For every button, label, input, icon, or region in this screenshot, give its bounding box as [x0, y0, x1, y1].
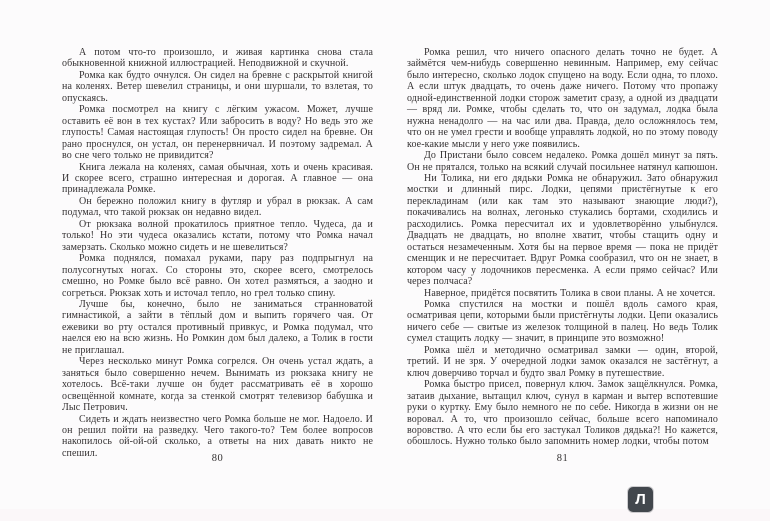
paragraph: Через несколько минут Ромка согрелся. Он очень устал ждать, а заняться было совершенно нечем. Вынимать из рюкзака книгу не хотелось. Всё-таки лучше он будет рассматривать её в хорошо освещённой комнате, когда за стенкой смотрят телевизор бабушка и Лыс Петрович. [62, 356, 373, 414]
paragraph: Ромка как будто очнулся. Он сидел на бревне с раскрытой книгой на коленях. Ветер шевелил страницы, и они шуршали, то взлетая, то опускаясь. [62, 69, 373, 104]
paragraph: А потом что-то произошло, и живая картинка снова стала обыкновенной книжной иллюстрацией. Неподвижной и скучной. [62, 47, 373, 70]
labirint-letter-icon: Л [635, 491, 646, 508]
paragraph: Сидеть и ждать неизвестно чего Ромка больше не мог. Надоело. И он решил пойти на разведку. Чего такого-то? Тем более вопросов накопилось ой-ой-ой сколько, а ответы на них давать никто не спешил. [62, 413, 373, 459]
paragraph: Наверное, придётся посвятить Толика в свои планы. А не хочется. [424, 287, 716, 299]
paragraph: Лучше бы, конечно, было не заниматься странноватой гимнастикой, а зайти в тёплый дом и выпить горячего чая. От ежевики во рту остался противный привкус, и Ромка подумал, что наелся ею на всю жизнь. Но Ромкин дом был далеко, а Толик в гости не приглашал. [62, 298, 373, 356]
paragraph: Ромка шёл и методично осматривал замки — один, второй, третий. И не зря. У очередной лодки замок оказался не застёгнут, а ключ доверчиво торчал и будто звал Ромку в путешествие. [407, 344, 718, 379]
paragraph: От рюкзака волной прокатилось приятное тепло. Чудеса, да и только! Но эти чудеса оказались кстати, потому что Ромка начал замерзать. Сколько можно сидеть и не шевелиться? [62, 218, 373, 253]
paragraph: Ромка поднялся, помахал руками, пару раз подпрыгнул на полусогнутых ногах. Со стороны это, скорее всего, смотрелось смешно, но Ромке было всё равно. Он хотел размяться, а заодно и согреться. Рюкзак хоть и источал тепло, но грел только спину. [62, 253, 373, 299]
paragraph: До Пристани было совсем недалеко. Ромка дошёл минут за пять. Он не прятался, только на всякий случай посильнее натянул капюшон. [407, 150, 718, 173]
paragraph: Ни Толика, ни его дядьки Ромка не обнаружил. Зато обнаружил мостки и длинный пирс. Лодки, цепями пристёгнутые к его перекладинам (или как там это называют знающие люди?), покачивались на волнах, легонько стукались бортами, сходились и расходились. Ромка пересчитал их и удовлетворённо улыбнулся. Двадцать не двадцать, но вполне хватит, чтобы стащить одну и остаться незамеченным. Хотя бы на первое время — пока не придёт сменщик и не пересчитает. Вдруг Ромка сообразил, что он не знает, в котором часу у лодочников пересменка. А если прямо сейчас? Или через полчаса? [407, 172, 718, 288]
paragraph: Ромка спустился на мостки и пошёл вдоль самого края, осматривая цепи, которыми были пристёгнуты лодки. Цепи оказались ничего себе — свитые из железок толщиной в палец. Но ведь Толик сумел стащить лодку — значит, в принципе это возможно! [407, 298, 718, 345]
paragraph: Ромка решил, что ничего опасного делать точно не будет. А займётся чем-нибудь совершенно невинным. Например, ему сейчас было интересно, сколько лодок спущено на воду. Если одна, то плохо. А если штук двадцать, то очень даже ничего. Потому что пропажу одной-единственной лодки сторож заметит сразу, а одной из двадцати — вряд ли. Ромке, чтобы сделать то, что он задумал, лодка была нужна ненадолго — на час или два. Правда, дело осложнялось тем, что он не умел грести и вообще управлять лодкой, но по этому поводу кое-какие мысли у него уже появились. [407, 47, 718, 150]
paragraph: Ромка посмотрел на книгу с лёгким ужасом. Может, лучше оставить её вон в тех кустах? Или забросить в воду? Но ведь это же глупость! Самая настоящая глупость! Он просто сидел на бревне. Он рано проснулся, он устал, он перенервничал. И поэтому задремал. А во сне чего только не привидится? [62, 104, 373, 162]
labirint-watermark-badge [628, 487, 653, 512]
page-edge-shading [0, 509, 770, 521]
right-page-number: 81 [556, 453, 569, 464]
paragraph: Он бережно положил книгу в футляр и убрал в рюкзак. А сам подумал, что такой рюкзак он недавно видел. [62, 195, 373, 219]
left-page-number: 80 [211, 453, 224, 464]
left-page-text [62, 47, 373, 459]
paragraph: Ромка быстро присел, повернул ключ. Замок защёлкнулся. Ромка, затаив дыхание, вытащил ключ, сунул в карман и вытер вспотевшие руки о куртку. Ему было немного не по себе. Никогда в жизни он не воровал. А то, что произошло сейчас, больше всего напоминало воровство. А что если бы его застукал Толиков дядька?! Но кажется, обошлось. Нужно только было запомнить номер лодки, чтобы потом [407, 379, 718, 448]
right-page-text [407, 47, 718, 448]
paragraph: Книга лежала на коленях, самая обычная, хоть и очень красивая. И скорее всего, страшно интересная и дорогая. А главное — она принадлежала Ромке. [62, 161, 373, 196]
